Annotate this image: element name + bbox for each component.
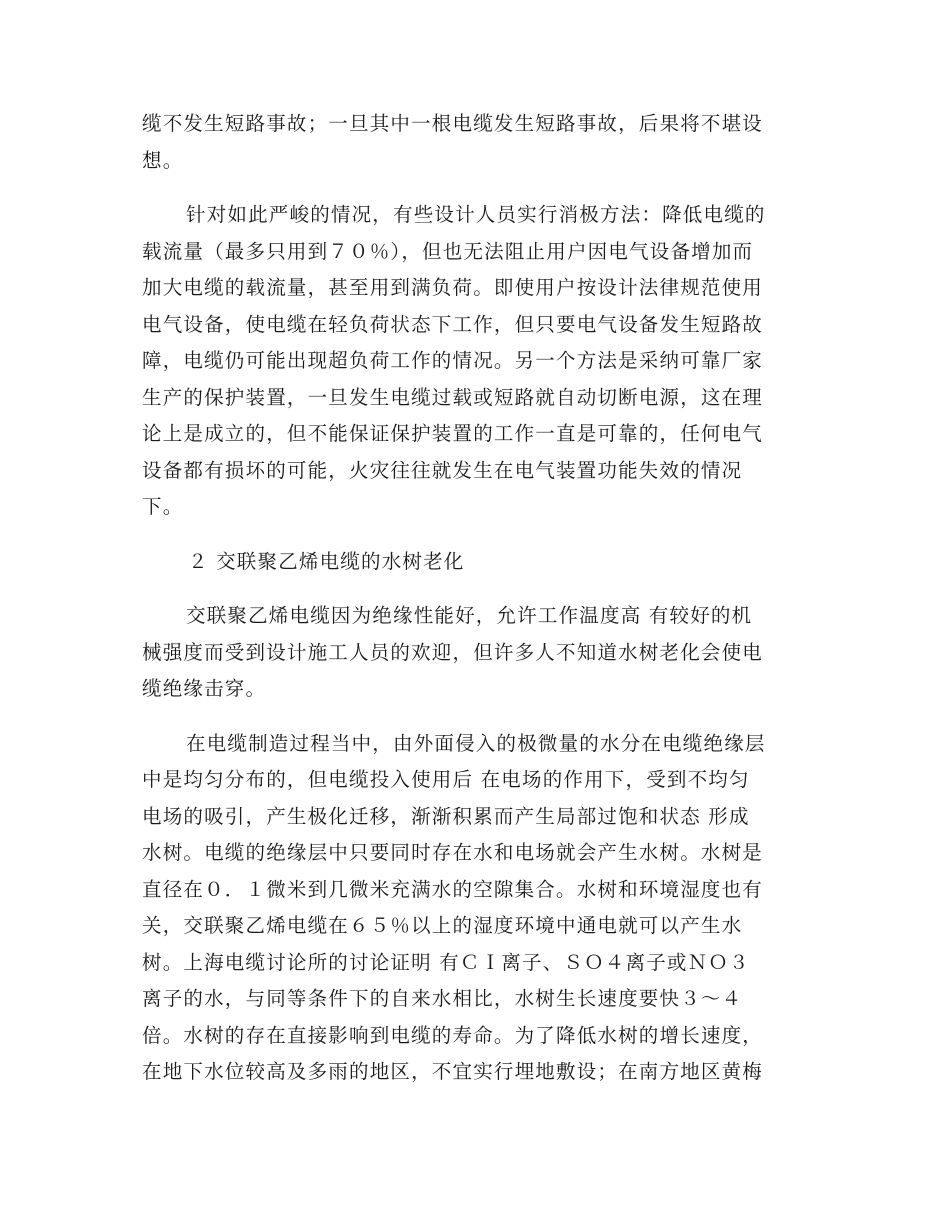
section-heading	[142, 544, 802, 581]
text-line: 生产的保护装置，一旦发生电缆过载或短路就自动切断电源，这在理	[142, 385, 764, 409]
text-line: 倍。水树的存在直接影响到电缆的寿命。为了降低水树的增长速度，	[142, 1023, 764, 1047]
heading-text: ２ 交联聚乙烯电缆的水树老化	[188, 549, 465, 573]
text-line: 载流量（最多只用到７０％），但也无法阻止用户因电气设备增加而	[142, 239, 754, 263]
paragraph	[142, 598, 802, 708]
text-line: 交联聚乙烯电缆因为绝缘性能好，允许工作温度高 有较好的机	[186, 604, 753, 627]
text-line: 缆绝缘击穿。	[142, 677, 267, 700]
text-line: 设备都有损坏的可能，火灾往往就发生在电气装置功能失效的情况	[142, 458, 743, 482]
text-line: 针对如此严峻的情况，有些设计人员实行消极方法：降低电缆的	[186, 203, 766, 226]
paragraph	[142, 197, 802, 526]
text-line: 直径在０．１微米到几微米充满水的空隙集合。水树和环境湿度也有	[142, 877, 764, 901]
text-line: 想。	[142, 148, 184, 172]
text-line: 在电缆制造过程当中，由外面侵入的极微量的水分在电缆绝缘层	[186, 731, 766, 755]
text-line: 电场的吸引，产生极化迁移，渐渐积累而产生局部过饱和状态 形成	[142, 804, 750, 828]
text-line: 在地下水位较高及多雨的地区，不宜实行埋地敷设；在南方地区黄梅	[142, 1060, 764, 1083]
text-line: 中是均匀分布的，但电缆投入使用后 在电场的作用下，受到不均匀	[142, 768, 750, 791]
text-line: 加大电缆的载流量，甚至用到满负荷。即使用户按设计法律规范使用	[142, 276, 764, 299]
document-body	[142, 106, 802, 1091]
text-line: 下。	[142, 495, 184, 518]
text-line: 电气设备，使电缆在轻负荷状态下工作，但只要电气设备发生短路故	[142, 312, 764, 336]
text-line: 缆不发生短路事故；一旦其中一根电缆发生短路事故，后果将不堪设	[142, 112, 764, 135]
text-line: 论上是成立的，但不能保证保护装置的工作一直是可靠的，任何电气	[142, 422, 764, 445]
text-line: 械强度而受到设计施工人员的欢迎，但许多人不知道水树老化会使电	[142, 640, 764, 664]
text-line: 树。上海电缆讨论所的讨论证明 有ＣＩ离子、ＳＯ４离子或ＮＯ３	[142, 950, 750, 974]
text-line: 关，交联聚乙烯电缆在６５％以上的湿度环境中通电就可以产生水	[142, 914, 743, 937]
text-line: 离子的水，与同等条件下的自来水相比，水树生长速度要快３～４	[142, 987, 743, 1010]
text-line: 水树。电缆的绝缘层中只要同时存在水和电场就会产生水树。水树是	[142, 841, 764, 864]
text-line: 障，电缆仍可能出现超负荷工作的情况。另一个方法是采纳可靠厂家	[142, 349, 764, 372]
paragraph	[142, 106, 802, 179]
paragraph	[142, 726, 802, 1091]
